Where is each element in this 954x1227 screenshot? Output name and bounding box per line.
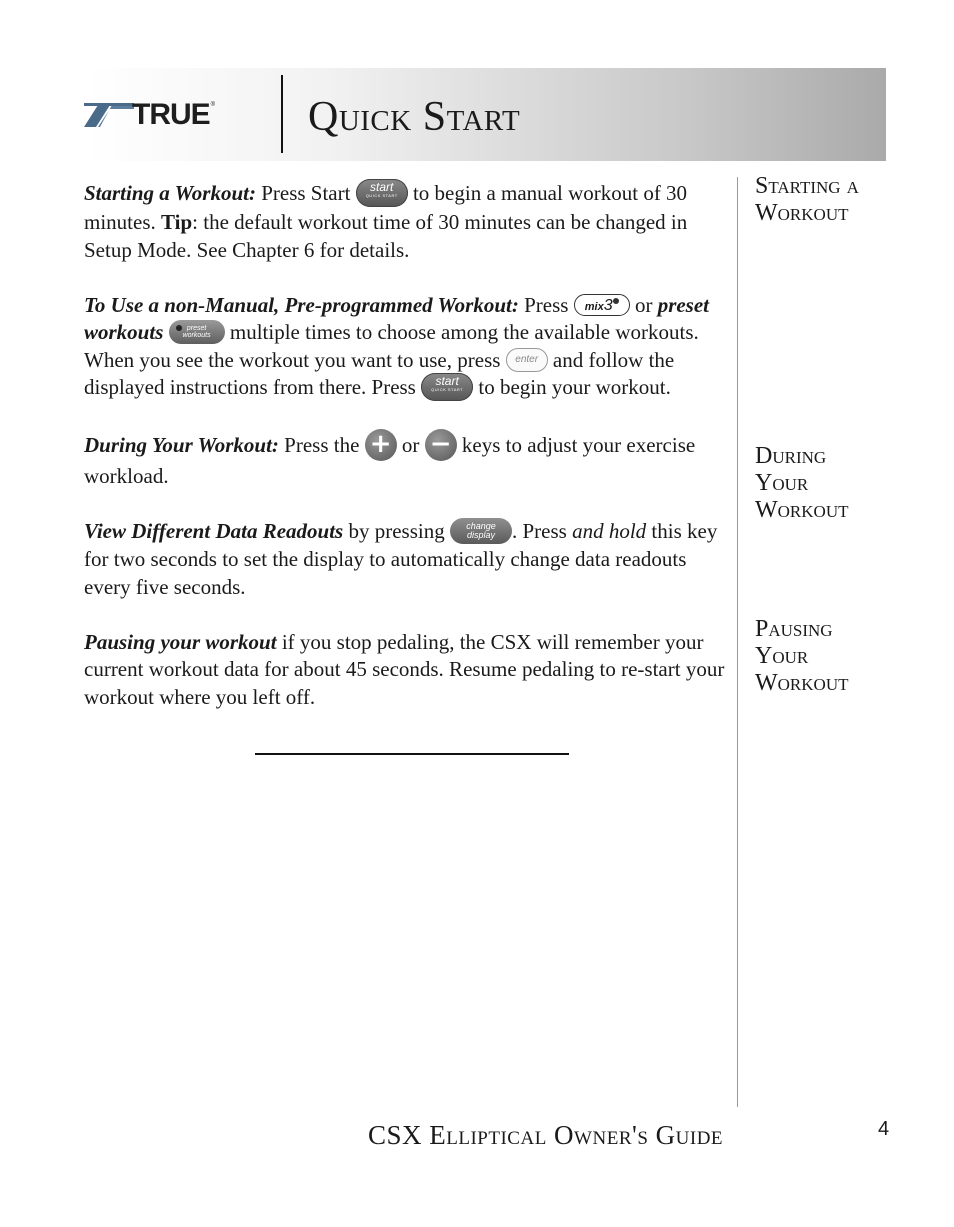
preset-key-label-1: preset [186,325,207,333]
sidebar-heading-during: During Your Workout [755,443,849,523]
true-logo [84,98,216,131]
sidebar-heading-pausing: Pausing Your Workout [755,616,849,696]
minus-key-label: − [429,428,452,459]
during-paragraph [84,428,729,491]
plus-key-label: + [369,428,392,459]
starting-text-2: to begin a manual workout of 30 minutes. [84,181,688,235]
starting-text-1: Press Start [255,181,356,205]
mix3-key-number: 3 [603,296,613,314]
preset-workouts-key-icon [169,320,225,344]
preset-workouts-term: preset workouts [84,292,710,345]
preset-key-label-2: workouts [182,332,211,340]
start-key-sublabel-2: QUICK START [431,387,464,393]
main-content [84,180,729,739]
preprogrammed-text-1: Press [518,292,574,317]
mix3-indicator-dot [613,298,619,304]
preprogrammed-paragraph [84,292,729,404]
footer-title: CSX Elliptical Owner's Guide [368,1120,724,1150]
change-key-label-2: display [466,530,495,541]
enter-key-icon [506,348,548,372]
page-number: 4 [878,1118,890,1140]
plus-key-icon [365,429,397,461]
pausing-text-1: if you stop pedaling, the CSX will remember your current workout data for about 45 seconds. Resume pedaling to re-start your workout where you left off. [84,629,725,709]
change-key-label-1: change [466,521,496,532]
mix3-key-label: mix [584,300,604,313]
preprogrammed-text-4: and follow the displayed instructions from there. Press [84,347,675,400]
enter-key-label: enter [515,353,539,365]
start-key-sublabel: QUICK START [365,193,398,199]
sidebar-rule [737,177,738,1107]
pausing-lead: Pausing your workout [84,629,277,654]
start-key-icon-2 [421,373,473,401]
change-display-key-icon [450,518,512,544]
page-title: Quick Start [308,94,521,140]
readouts-text-3: this key for two seconds to set the display to automatically change data readouts every five seconds. [84,518,718,599]
during-text-2: or [396,432,425,457]
preprogrammed-text-3: multiple times to choose among the available workouts. When you see the workout you want to use, press [84,320,699,372]
mix3-key-icon [574,294,630,316]
starting-text-3: : the default workout time of 30 minutes can be changed in Setup Mode. See Chapter 6 for details. [84,210,688,262]
during-text-3: keys to adjust your exercise workload. [84,432,696,488]
start-key-label-2: start [435,374,459,389]
section-end-rule [255,753,569,755]
tip-label: Tip [161,210,193,235]
readouts-paragraph [84,518,729,601]
header-divider [281,75,283,153]
logo-trademark: ® [210,102,216,108]
start-key-label: start [370,180,394,195]
and-hold-emphasis: and hold [572,518,647,543]
preprogrammed-text-5: to begin your workout. [473,375,671,400]
true-logo-mark-icon [84,103,134,127]
readouts-lead: View Different Data Readouts [84,518,344,543]
readouts-text-2: . Press [511,518,573,543]
sidebar-heading-starting: Starting a Workout [755,173,859,226]
preprogrammed-lead: To Use a non-Manual, Pre-programmed Workout: [84,292,519,317]
readouts-text-1: by pressing [343,518,450,543]
start-key-icon [356,179,408,207]
page-header [84,68,886,161]
during-text-1: Press the [278,432,365,457]
during-lead: During Your Workout: [84,432,279,457]
pausing-paragraph [84,629,729,712]
starting-paragraph [84,180,729,264]
logo-wordmark: TRUE [132,98,210,131]
preprogrammed-text-2: or [629,292,658,317]
minus-key-icon [425,429,457,461]
starting-lead: Starting a Workout: [84,181,256,205]
